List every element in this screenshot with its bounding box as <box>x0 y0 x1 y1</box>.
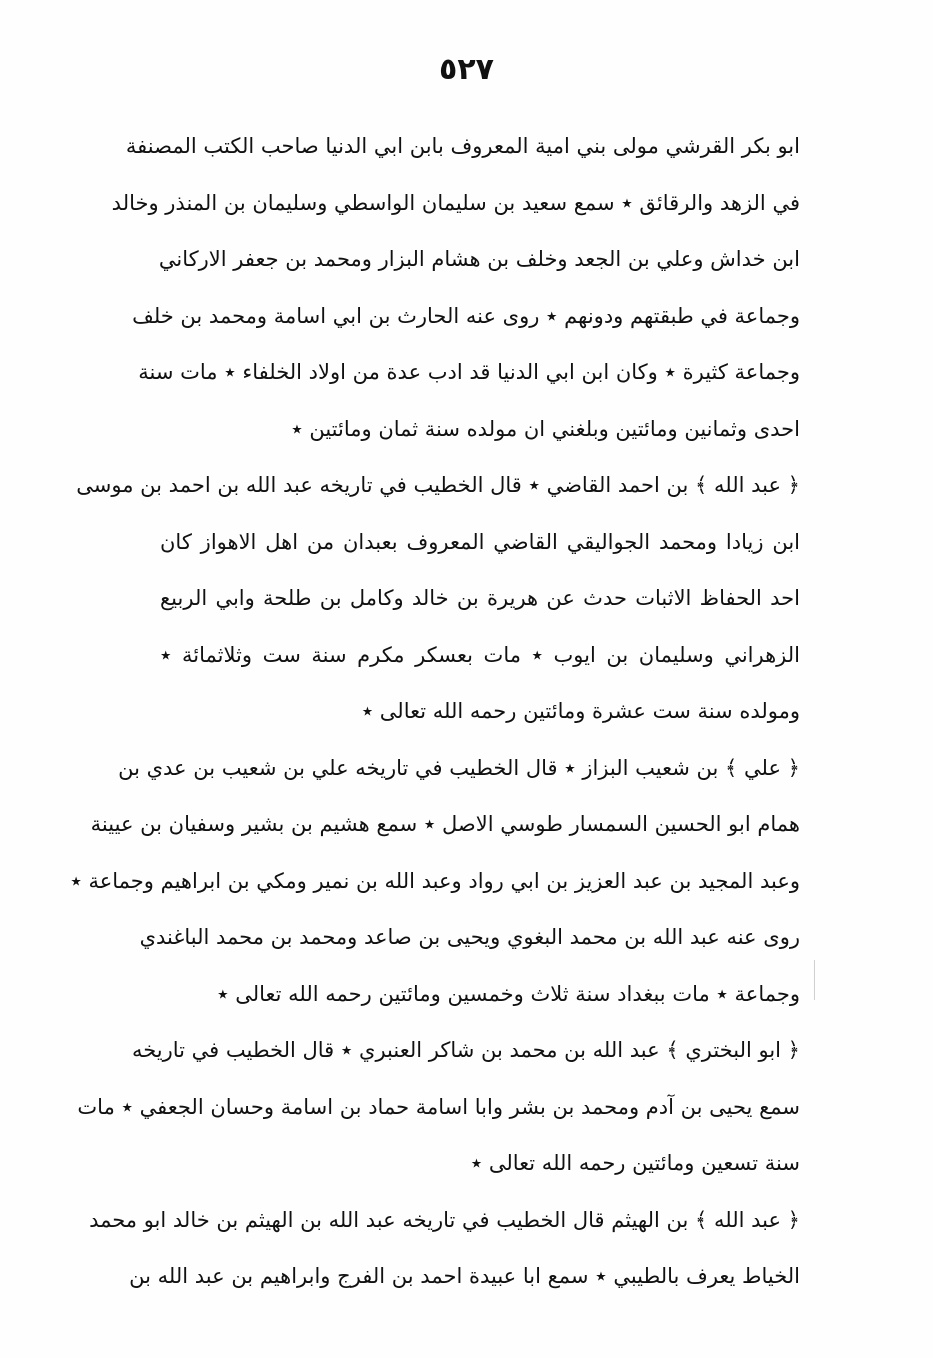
entry-heading-line: ﴿ عبد الله ﴾ بن الهيثم قال الخطيب في تاريخه عبد الله بن الهيثم بن خالد ابو محمد <box>89 1207 800 1232</box>
text-line: وجماعة ٭ مات ببغداد سنة ثلاث وخمسين ومائتين رحمه الله تعالى ٭ <box>217 981 800 1006</box>
page-number: ٥٢٧ <box>439 52 494 87</box>
text-line: احدى وثمانين ومائتين وبلغني ان مولده سنة ثمان ومائتين ٭ <box>291 416 800 441</box>
text-line: في الزهد والرقائق ٭ سمع سعيد بن سليمان الواسطي وسليمان بن المنذر وخالد <box>111 190 800 215</box>
text-line: ومولده سنة ست عشرة ومائتين رحمه الله تعالى ٭ <box>361 699 800 723</box>
text-line: وعبد المجيد بن عبد العزيز بن ابي رواد وعبد الله بن نمير ومكي بن ابراهيم وجماعة ٭ <box>70 868 800 893</box>
entry-heading-line: ﴿ ابو البختري ﴾ عبد الله بن محمد بن شاكر العنبري ٭ قال الخطيب في تاريخه <box>131 1038 800 1062</box>
text-line: سنة تسعين ومائتين رحمه الله تعالى ٭ <box>470 1151 800 1175</box>
scan-edge-mark <box>814 960 815 1000</box>
text-line: وجماعة كثيرة ٭ وكان ابن ابي الدنيا قد ادب عدة من اولاد الخلفاء ٭ مات سنة <box>138 360 800 384</box>
text-line: الزهراني وسليمان بن ايوب ٭ مات بعسكر مكرم سنة ست وثلاثمائة ٭ <box>160 642 800 667</box>
text-line: الخياط يعرف بالطيبي ٭ سمع ابا عبيدة احمد بن الفرج وابراهيم بن عبد الله بن <box>129 1264 800 1288</box>
text-line: همام ابو الحسين السمسار طوسي الاصل ٭ سمع هشيم بن بشير وسفيان بن عيينة <box>90 812 800 836</box>
text-line: سمع يحيى بن آدم ومحمد بن بشر وابا اسامة حماد بن اسامة وحسان الجعفي ٭ مات <box>77 1094 800 1119</box>
text-line: روى عنه عبد الله بن محمد البغوي ويحيى بن صاعد ومحمد بن محمد الباغندي <box>139 925 800 949</box>
entry-heading-line: ﴿ عبد الله ﴾ بن احمد القاضي ٭ قال الخطيب في تاريخه عبد الله بن احمد بن موسى <box>76 473 800 497</box>
text-line: وجماعة في طبقتهم ودونهم ٭ روى عنه الحارث بن ابي اسامة ومحمد بن خلف <box>132 303 800 328</box>
text-line: احد الحفاظ الاثبات حدث عن هريرة بن خالد وكامل بن طلحة وابي الربيع <box>160 586 800 610</box>
text-body <box>70 118 800 1305</box>
text-line: ابن زيادا ومحمد الجواليقي القاضي المعروف بعبدان من اهل الاهواز كان <box>160 529 800 554</box>
text-line: ابن خداش وعلي بن الجعد وخلف بن هشام البزار ومحمد بن جعفر الاركاني <box>158 247 800 271</box>
text-line: ابو بكر القرشي مولى بني امية المعروف بابن ابي الدنيا صاحب الكتب المصنفة <box>125 134 800 158</box>
entry-heading-line: ﴿ علي ﴾ بن شعيب البزاز ٭ قال الخطيب في تاريخه علي بن شعيب بن عدي بن <box>118 755 800 780</box>
